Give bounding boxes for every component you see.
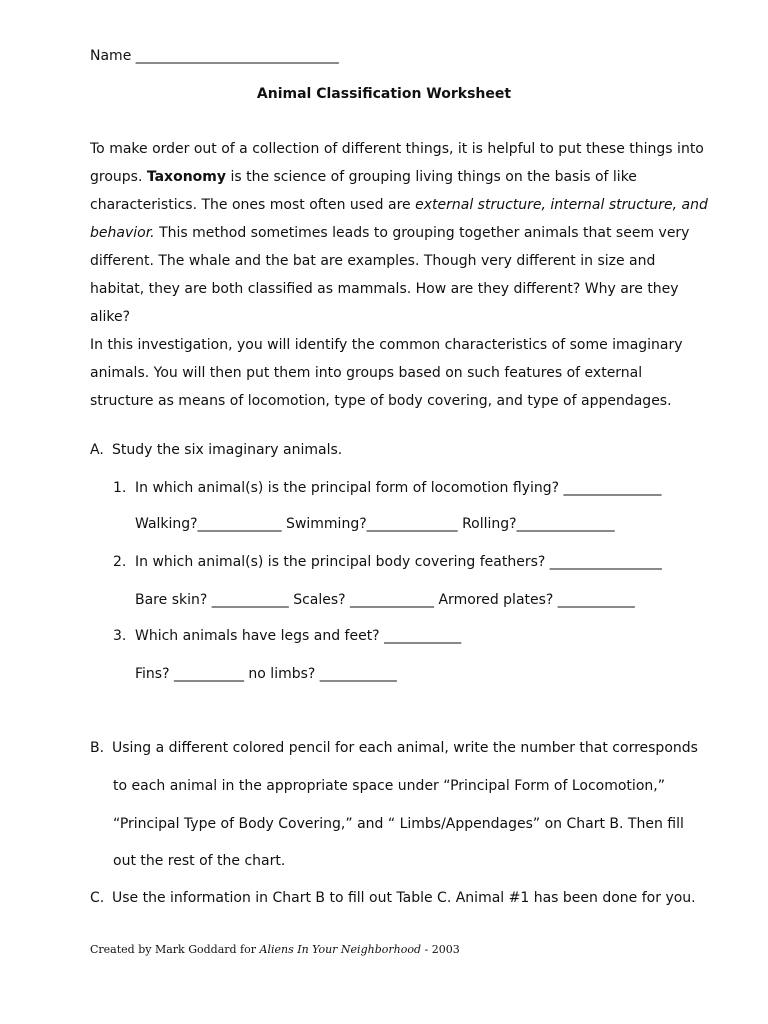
intro-line-3 [90,191,708,219]
section-c-text: Use the information in Chart B to fill out Table C. Animal #1 has been done for you. [112,890,696,906]
section-b-line-2: to each animal in the appropriate space under “Principal Form of Locomotion,” [113,778,665,794]
question-1-number: 1. [113,480,127,496]
footer-book-title: Aliens In Your Neighborhood [259,943,421,956]
question-2-blanks: Bare skin? ___________ Scales? ____________ Armored plates? ___________ [135,592,635,608]
intro-text: This method sometimes leads to grouping together animals that seem very [154,225,690,241]
question-1 [113,480,662,496]
section-a-text: Study the six imaginary animals. [112,442,343,458]
question-2-text: In which animal(s) is the principal body covering feathers? ________________ [135,554,662,570]
section-b [90,740,698,756]
question-1-text: In which animal(s) is the principal form of locomotion flying? ______________ [135,480,662,496]
question-3-blanks: Fins? __________ no limbs? ___________ [135,666,397,682]
intro-line-7: alike? [90,309,131,325]
intro-text: characteristics. The ones most often used are [90,197,416,213]
question-3 [113,628,461,644]
intro-paragraph [90,135,708,331]
section-b-label: B. [90,740,105,756]
section-c [90,890,696,906]
section-a [90,442,342,458]
intro-line-2 [90,163,700,191]
intro-line-6: habitat, they are both classified as mammals. How are they different? Why are they [90,281,679,297]
section-b-line-3: “Principal Type of Body Covering,” and “ Limbs/Appendages” on Chart B. Then fill [113,816,684,832]
footer-suffix: - 2003 [421,943,460,956]
question-3-number: 3. [113,628,127,644]
footer-prefix: Created by Mark Goddard for [90,943,260,956]
question-1-blanks: Walking?____________ Swimming?_____________ Rolling?______________ [135,516,615,532]
section-a-label: A. [90,442,104,458]
intro-emphasis: external structure, internal structure, and [415,197,708,213]
question-2-number: 2. [113,554,127,570]
investigation-line-3: structure as means of locomotion, type of body covering, and type of appendages. [90,393,672,409]
investigation-line-2: animals. You will then put them into groups based on such features of external [90,365,643,381]
intro-line-4 [90,219,700,247]
section-b-line-4: out the rest of the chart. [113,853,286,869]
section-c-label: C. [90,890,105,906]
investigation-paragraph [90,331,700,415]
intro-emphasis: behavior. [90,225,155,241]
question-3-text: Which animals have legs and feet? ___________ [135,628,462,644]
taxonomy-term: Taxonomy [146,169,226,185]
page-title: Animal Classification Worksheet [256,86,512,102]
intro-text: groups. [90,169,147,185]
name-field-line: Name _____________________________ [90,48,339,64]
section-b-line-1: Using a different colored pencil for each animal, write the number that corresponds [112,740,698,756]
question-2 [113,554,662,570]
footer-credit [90,943,460,956]
intro-line-5: different. The whale and the bat are examples. Though very different in size and [90,253,656,269]
intro-line-1: To make order out of a collection of different things, it is helpful to put these things into [90,141,704,157]
intro-text: is the science of grouping living things on the basis of like [226,169,637,185]
investigation-line-1: In this investigation, you will identify the common characteristics of some imaginary [90,337,683,353]
